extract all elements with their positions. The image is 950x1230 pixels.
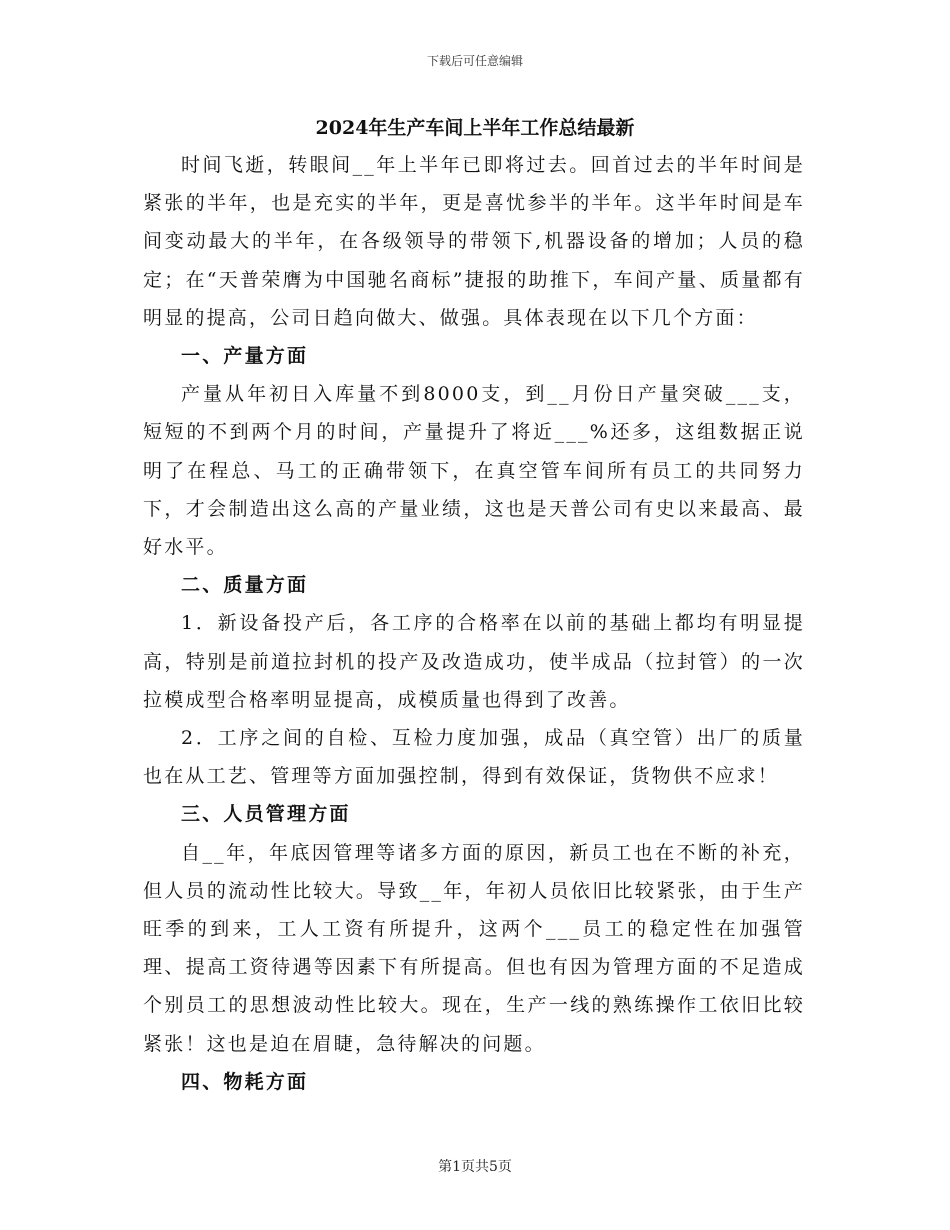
document-body [143, 146, 805, 1101]
section-output-paragraph: 产量从年初日入库量不到8000支，到__月份日产量突破___支，短短的不到两个月的时间，产量提升了将近___%还多，这组数据正说明了在程总、马工的正确带领下，在真空管车间所有员工的共同努力下，才会制造出这么高的产量业绩，这也是天普公司有史以来最高、最好水平。 [143, 383, 805, 559]
page-header-note: 下载后可任意编辑 [426, 54, 523, 68]
document-title: 2024年生产车间上半年工作总结最新 [315, 117, 635, 139]
section-personnel-paragraph: 自__年，年底因管理等诸多方面的原因，新员工也在不断的补充，但人员的流动性比较大。导致__年，年初人员依旧比较紧张，由于生产旺季的到来，工人工资有所提升，这两个___员工的稳定性在加强管理、提高工资待遇等因素下有所提高。但也有因为管理方面的不足造成个别员工的思想波动性比较大。现在，生产一线的熟练操作工依旧比较紧张！这也是迫在眉睫，急待解决的问题。 [143, 841, 805, 1055]
quality-item-2: 2．工序之间的自检、互检力度加强，成品（真空管）出厂的质量也在从工艺、管理等方面加强控制，得到有效保证，货物供不应求！ [143, 727, 805, 788]
section-heading-output: 一、产量方面 [181, 345, 309, 368]
page-number: 第1页共5页 [438, 1159, 512, 1175]
section-heading-personnel: 三、人员管理方面 [181, 803, 351, 826]
intro-paragraph: 时间飞逝，转眼间__年上半年已即将过去。回首过去的半年时间是紧张的半年，也是充实的半年，更是喜忧参半的半年。这半年时间是车间变动最大的半年，在各级领导的带领下,机器设备的增加；人员的稳定；在“天普荣膺为中国驰名商标”捷报的助推下，车间产量、质量都有明显的提高，公司日趋向做大、做强。具体表现在以下几个方面： [143, 154, 805, 329]
section-heading-materials: 四、物耗方面 [181, 1070, 309, 1093]
quality-item-1: 1．新设备投产后，各工序的合格率在以前的基础上都均有明显提高，特别是前道拉封机的投产及改造成功，使半成品（拉封管）的一次拉模成型合格率明显提高，成模质量也得到了改善。 [143, 612, 805, 711]
section-heading-quality: 二、质量方面 [181, 574, 309, 597]
